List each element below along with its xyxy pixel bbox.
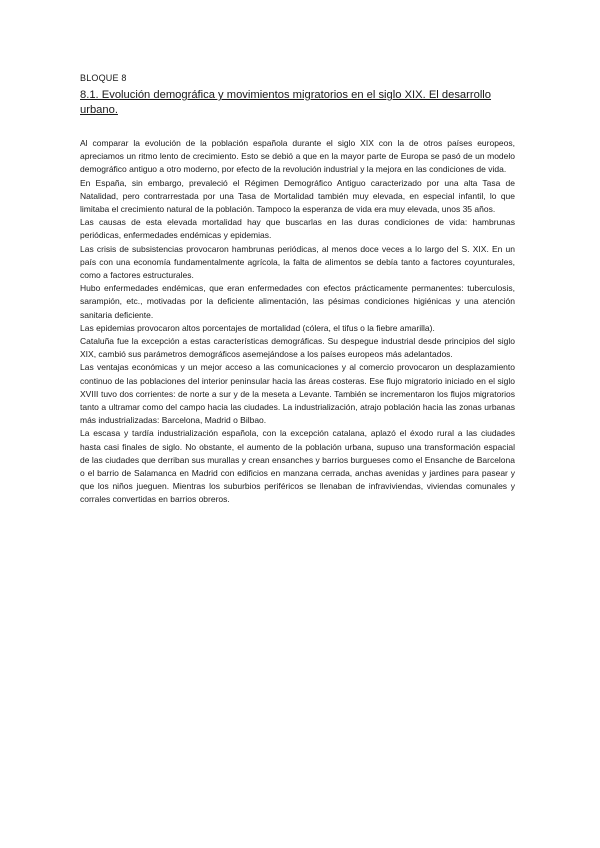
paragraph: La escasa y tardía industrialización española, con la excepción catalana, aplazó el éxodo rural a las ciudades hasta casi finales de siglo. No obstante, el aumento de la población urbana, supuso una transformación espacial de las ciudades que derriban sus murallas y crean ensanches y barrios burgueses como el Ensanche de Barcelona o el barrio de Salamanca en Madrid con edificios en manzana cerrada, anchas avenidas y jardines para pasear y que los niños jueguen. Mientras los suburbios periféricos se llenaban de infraviviendas, viviendas comunales y corrales convertidas en barrios obreros. bbox=[80, 428, 515, 505]
document-body bbox=[80, 137, 515, 507]
paragraph: En España, sin embargo, prevaleció el Régimen Demográfico Antiguo caracterizado por una alta Tasa de Natalidad, pero contrarrestada por una Tasa de Mortalidad también muy elevada, en especial infantil, lo que limitaba el crecimiento natural de la población. Tampoco la esperanza de vida era muy elevada, unos 35 años. bbox=[80, 177, 515, 215]
block-label: BLOQUE 8 bbox=[80, 73, 127, 83]
paragraph: Las ventajas económicas y un mejor acceso a las comunicaciones y al comercio provocaron un desplazamiento continuo de las poblaciones del interior peninsular hacia las áreas costeras. Ese flujo migratorio iniciado en el siglo XVIII tuvo dos corrientes: de norte a sur y de la meseta a Levante. También se incrementaron los flujos migratorios tanto a ultramar como del campo hacia las ciudades. La industrialización, atrajo población hacia las zonas urbanas más industrializadas: Barcelona, Madrid o Bilbao. bbox=[80, 362, 515, 426]
section-title: 8.1. Evolución demográfica y movimientos migratorios en el siglo XIX. El desarrollo urbano. bbox=[80, 89, 492, 116]
paragraph: Hubo enfermedades endémicas, que eran enfermedades con efectos prácticamente permanentes: tuberculosis, sarampión, etc., motivadas por la deficiente alimentación, las pésimas condiciones higiénicas y una atención sanitaria deficiente. bbox=[80, 283, 515, 320]
paragraph: Al comparar la evolución de la población española durante el siglo XIX con la de otros países europeos, apreciamos un ritmo lento de crecimiento. Esto se debió a que en la mayor parte de Europa se pasó de un modelo demográfico antiguo a otro moderno, por efecto de la revolución industrial y la mejora en las condiciones de vida. bbox=[80, 138, 515, 175]
paragraph: Cataluña fue la excepción a estas características demográficas. Su despegue industrial desde principios del siglo XIX, cambió sus parámetros demográficos asemejándose a los países europeos más adelantados. bbox=[80, 336, 515, 360]
paragraph: Las epidemias provocaron altos porcentajes de mortalidad (cólera, el tifus o la fiebre amarilla). bbox=[80, 322, 435, 333]
paragraph: Las crisis de subsistencias provocaron hambrunas periódicas, al menos doce veces a lo largo del S. XIX. En un país con una economía fundamentalmente agrícola, la falta de alimentos se debía tanto a factores coyunturales, como a factores estructurales. bbox=[80, 243, 515, 281]
paragraph: Las causas de esta elevada mortalidad hay que buscarlas en las duras condiciones de vida: hambrunas periódicas, enfermedades endémicas y epidemias. bbox=[80, 217, 515, 241]
